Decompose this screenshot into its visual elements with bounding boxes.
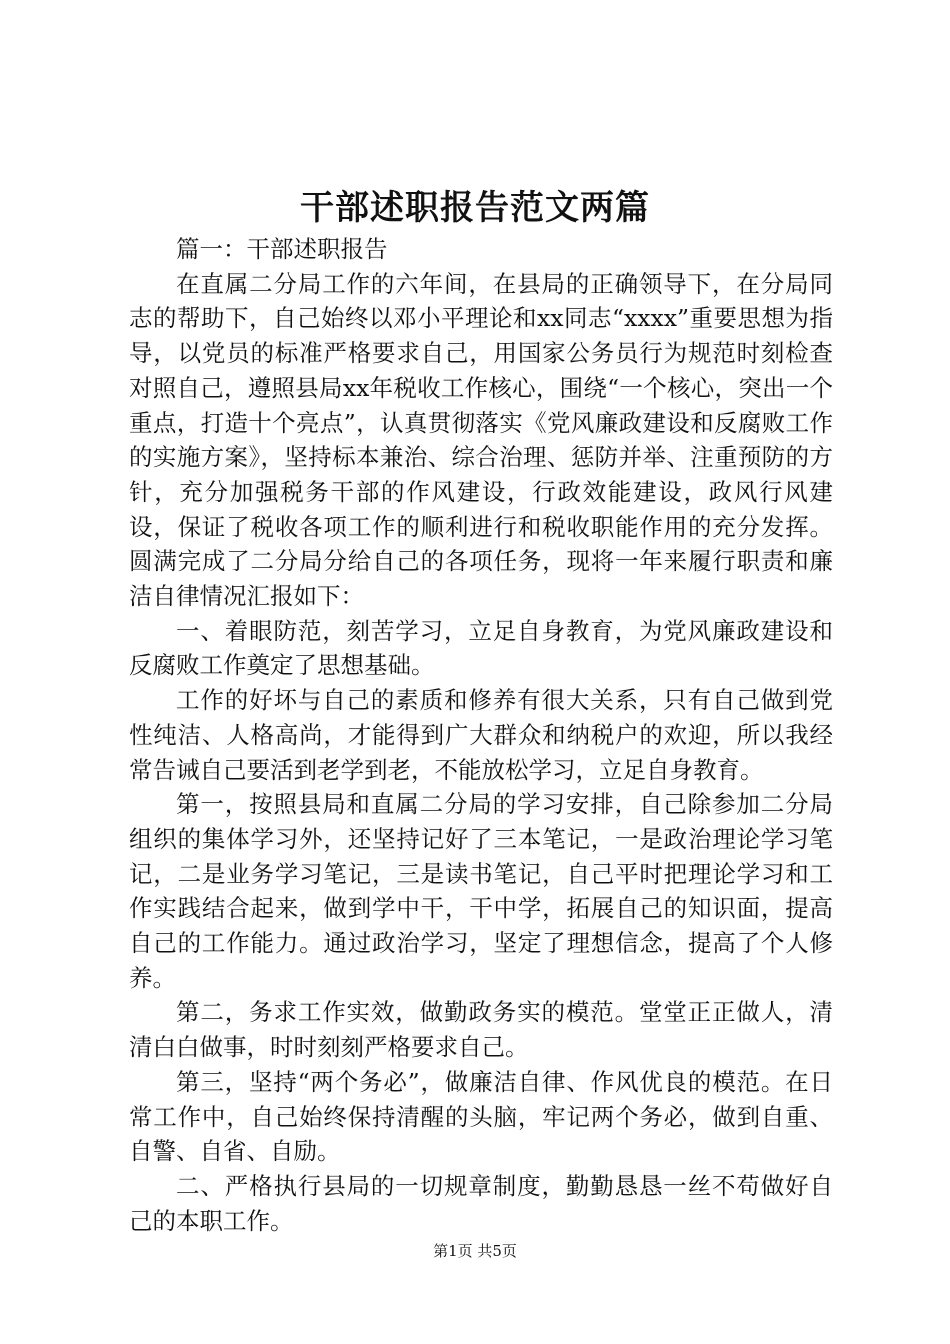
paragraph: 第一，按照县局和直属二分局的学习安排，自己除参加二分局组织的集体学习外，还坚持记好了三本笔记，一是政治理论学习笔记，二是业务学习笔记，三是读书笔记，自己平时把理论学习和工作实践结合起来，做到学中干，干中学，拓展自己的知识面，提高自己的工作能力。通过政治学习，坚定了理想信念，提高了个人修养。 — [129, 790, 833, 992]
paragraph: 一、着眼防范，刻苦学习，立足自身教育，为党风廉政建设和反腐败工作奠定了思想基础。 — [129, 616, 833, 680]
paragraph: 在直属二分局工作的六年间，在县局的正确领导下，在分局同志的帮助下，自己始终以邓小平理论和xx同志“xxxx”重要思想为指导，以党员的标准严格要求自己，用国家公务员行为规范时刻检查对照自己，遵照县局xx年税收工作核心，围绕“一个核心，突出一个重点，打造十个亮点”，认真贯彻落实《党风廉政建设和反腐败工作的实施方案》，坚持标本兼治、综合治理、惩防并举、注重预防的方针，充分加强税务干部的作风建设，行政效能建设，政风行风建设，保证了税收各项工作的顺利进行和税收职能作用的充分发挥。圆满完成了二分局分给自己的各项任务，现将一年来履行职责和廉洁自律情况汇报如下： — [129, 269, 833, 611]
document-title: 干部述职报告范文两篇 — [300, 188, 650, 228]
document-body — [129, 232, 833, 1238]
paragraph: 二、严格执行县局的一切规章制度，勤勤恳恳一丝不苟做好自己的本职工作。 — [129, 1171, 833, 1235]
paragraph: 工作的好坏与自己的素质和修养有很大关系，只有自己做到党性纯洁、人格高尚，才能得到广大群众和纳税户的欢迎，所以我经常告诫自己要活到老学到老，不能放松学习，立足自身教育。 — [129, 686, 833, 784]
section-heading: 篇一：干部述职报告 — [176, 235, 388, 263]
paragraph: 第二，务求工作实效，做勤政务实的模范。堂堂正正做人，清清白白做事，时时刻刻严格要求自己。 — [129, 998, 833, 1062]
paragraph: 第三，坚持“两个务必”，做廉洁自律、作风优良的模范。在日常工作中，自己始终保持清醒的头脑，牢记两个务必，做到自重、自警、自省、自励。 — [129, 1067, 833, 1166]
page-footer: 第1页 共5页 — [433, 1242, 517, 1260]
